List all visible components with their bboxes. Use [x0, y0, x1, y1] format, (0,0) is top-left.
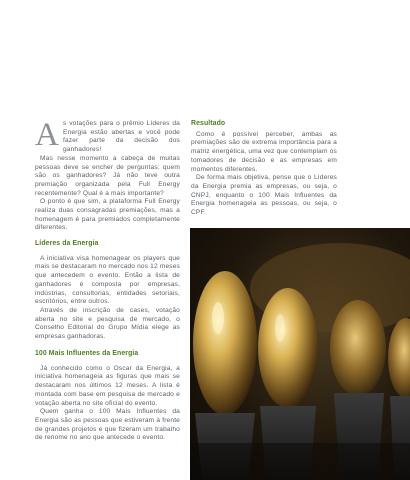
lideres-heading: Líderes da Energia [35, 240, 99, 247]
trophies-illustration [190, 228, 410, 480]
influentes-heading: 100 Mais Influentes da Energia [35, 350, 139, 357]
intro-paragraph-3: O ponto é que sim, a plataforma Full Energy realiza duas consagradas premiações, mas a homenagem é para premiados completamente diferentes. [35, 198, 180, 232]
intro-paragraph-2: Mas nesse momento a cabeça de muitas pessoas deve se encher de perguntas: quem são os ganhadores? Já não teve outra premiação organizada pela Full Energy recentemente? Qual é a mais importante? [35, 154, 180, 197]
lideres-paragraph-2: Através de inscrição de cases, votação aberta no site e pesquisa de mercado, o Conselho Editorial do Grupo Mídia elege as empresas ganhadoras. [35, 306, 180, 341]
resultado-heading: Resultado [191, 120, 226, 127]
influentes-section [35, 350, 180, 443]
intro-paragraph-1: s votações para o prêmio Líderes da Energia estão abertas e você pode fazer parte da decisão dos ganhadores! [62, 120, 180, 154]
trophies-photo [190, 228, 410, 480]
resultado-paragraph-2: De forma mais objetiva, pense que o Líderes da Energia premia as empresas, ou seja, o CNPJ, enquanto o 100 Mais Influentes da Energia homenageia as pessoas, ou seja, o CPF. [191, 174, 337, 217]
influentes-paragraph-1: Já conhecido como o Oscar da Energia, a iniciativa homenageia as figuras que mais se destacaram nos últimos 12 meses. A lista é montada com base em pesquisa de mercado e votação aberta no site oficial do evento. [35, 364, 180, 407]
drop-cap: A [35, 117, 59, 153]
lideres-paragraph-1: A iniciativa visa homenagear os players que mais se destacaram no mercado nos 12 meses que antecedem o evento. Então a lista de ganhadores é composta por empresas, indústrias, consultorias, entidades setoriais, escritórios, entre outros. [35, 254, 180, 306]
intro-column [35, 117, 180, 233]
resultado-section [191, 120, 337, 218]
influentes-paragraph-2: Quem ganha o 100 Mais Influentes da Energia são as pessoas que estiveram à frente de grandes projetos e que fizeram um trabalho de renome no ano que antecede o evento. [35, 408, 180, 442]
lideres-section [35, 240, 180, 342]
resultado-paragraph-1: Como é possível perceber, ambas as premiações são de extrema importância para a matriz energética, uma vez que contemplam os tomadores de decisão e as empresas em momentos diferentes. [191, 130, 337, 173]
